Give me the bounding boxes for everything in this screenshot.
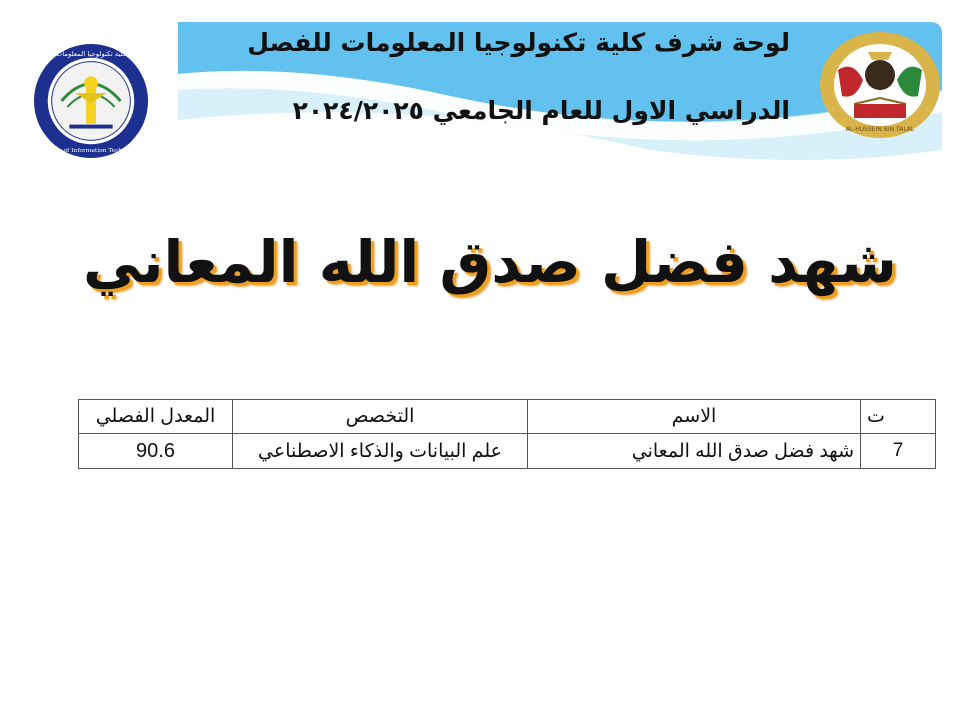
header-gpa: المعدل الفصلي: [79, 400, 233, 434]
table-header-row: [79, 400, 936, 434]
header-major: التخصص: [233, 400, 528, 434]
table-row: [79, 434, 936, 469]
honor-table: [78, 399, 936, 469]
header-name: الاسم: [528, 400, 861, 434]
honoree-name-heading: شهد فضل صدق الله المعاني: [83, 228, 897, 296]
header-number: ت: [861, 400, 936, 434]
row-gpa: 90.6: [79, 434, 233, 469]
university-logo-icon: [818, 30, 942, 140]
banner-title-line-2: الدراسي الاول للعام الجامعي ٢٠٢٤/٢٠٢٥: [292, 96, 790, 125]
row-name: شهد فضل صدق الله المعاني: [528, 434, 861, 469]
banner-title-line-1: لوحة شرف كلية تكنولوجيا المعلومات للفصل: [247, 28, 790, 57]
svg-text:AL-HUSSEIN BIN TALAL: AL-HUSSEIN BIN TALAL: [845, 126, 915, 133]
row-number: 7: [861, 434, 936, 469]
row-major: علم البيانات والذكاء الاصطناعي: [233, 434, 528, 469]
svg-text:كلية تكنولوجيا المعلومات: كلية تكنولوجيا المعلومات: [55, 49, 127, 58]
faculty-logo-icon: [32, 42, 150, 160]
svg-text:Faculty of Information Technol: Faculty of Information Technology: [39, 148, 143, 155]
